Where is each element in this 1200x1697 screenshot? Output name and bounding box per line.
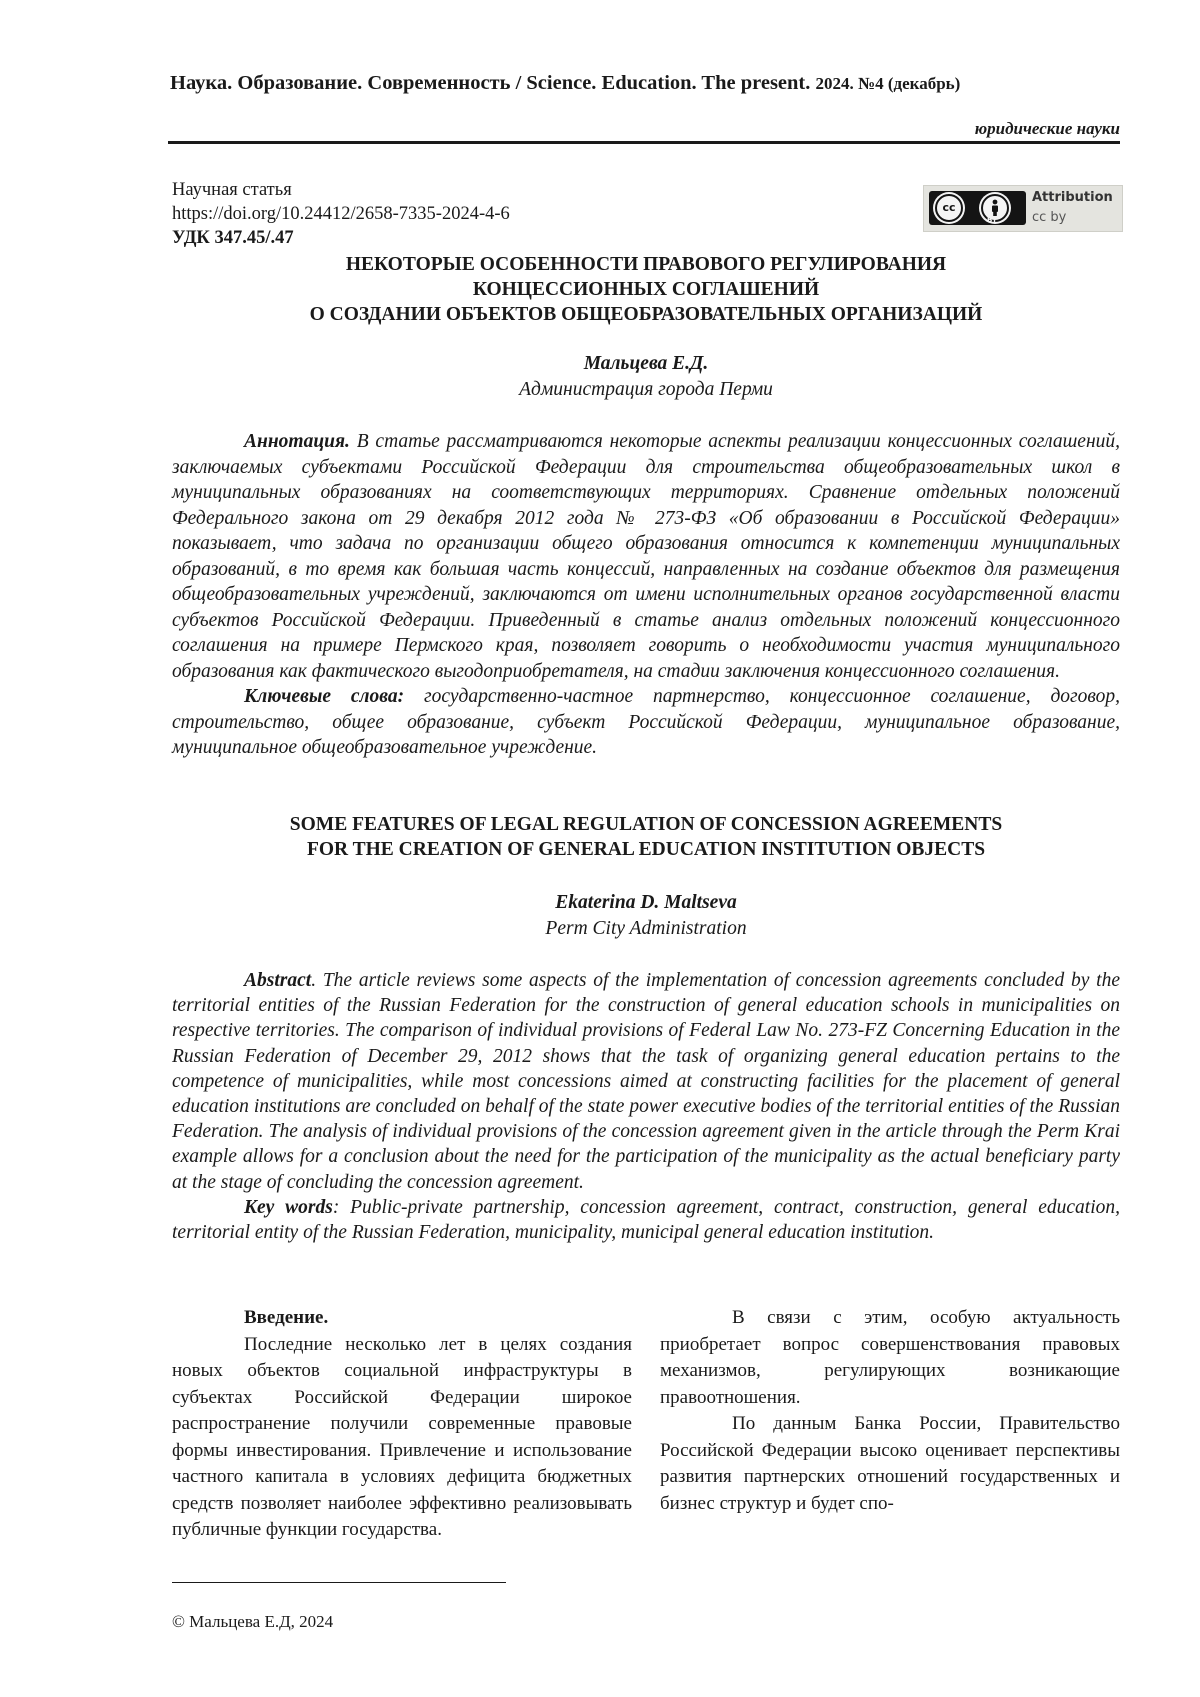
en-author-name: Ekaterina D. Maltseva bbox=[555, 892, 737, 913]
ru-title-line: КОНЦЕССИОННЫХ СОГЛАШЕНИЙ bbox=[472, 279, 820, 300]
ru-abstract-text: В статье рассматриваются некоторые аспекты реализации концессионных соглашений, заключаемых субъектами Российской Федерации для строительства общеобразовательных школ в муниципальных образованиях на соответствующих территориях. Сравнение отдельных положений Федерального закона от 29 декабря 2012 года № 273-ФЗ «Об образовании в Российской Федерации» показывает, что задача по организации общего образования относится к компетенции муниципальных образований, в то время как большая часть концессий, направленных на создание объектов для размещения общеобразовательных учреждений, заключаются от имени исполнительных органов государственной власти субъектов Российской Федерации. Приведенный в статье анализ отдельных положений концессионного соглашения на примере Пермского края, позволяет говорить о необходимости участия муниципального образования как фактического выгодоприобретателя, на стадии заключения концессионного соглашения. bbox=[172, 431, 1120, 682]
ru-title bbox=[170, 252, 1122, 327]
ru-affiliation: Администрация города Перми bbox=[519, 379, 773, 400]
article-type: Научная статья bbox=[172, 180, 292, 200]
ru-abstract-label: Аннотация. bbox=[244, 431, 350, 452]
body-paragraph: По данным Банка России, Правительство Российской Федерации высоко оценивает перспективы развития партнерских отношений государственных и бизнес структур и будет спо- bbox=[660, 1413, 1120, 1514]
body-column-right bbox=[660, 1305, 1120, 1517]
license-sub: cc by bbox=[1032, 210, 1067, 225]
ru-keywords-label: Ключевые слова: bbox=[244, 686, 405, 707]
license-badge[interactable] bbox=[923, 185, 1123, 232]
en-abstract-text: . The article reviews some aspects of the implementation of concession agreements concluded by the territorial entities of the Russian Federation for the construction of general education schools in municipalities on respective territories. The comparison of individual provisions of Federal Law No. 273-FZ Concerning Education in the Russian Federation of December 29, 2012 shows that the task of organizing general education pertains to the competence of municipalities, while most concessions aimed at constructing facilities for the placement of general education institutions are concluded on behalf of the state power executive bodies of the territorial entities of the Russian Federation. The analysis of individual provisions of the concession agreement given in the article through the Perm Krai example allows for a conclusion about the need for the participation of the municipality as the actual beneficiary party at the stage of concluding the concession agreement. bbox=[172, 970, 1120, 1193]
ru-keywords-text: государственно-частное партнерство, концессионное соглашение, договор, строительство, общее образование, субъект Российской Федерации, муниципальное образование, муниципальное общеобразовательное учреждение. bbox=[172, 686, 1120, 758]
en-title bbox=[170, 812, 1122, 862]
en-affiliation: Perm City Administration bbox=[545, 918, 747, 939]
intro-heading: Введение. bbox=[244, 1307, 329, 1328]
ru-title-line: НЕКОТОРЫЕ ОСОБЕННОСТИ ПРАВОВОГО РЕГУЛИРОВАНИЯ bbox=[345, 254, 947, 275]
ru-abstract-block bbox=[172, 429, 1120, 761]
by-label: BY bbox=[987, 216, 998, 224]
ru-abstract bbox=[172, 429, 1120, 684]
body-paragraph: В связи с этим, особую актуальность приобретает вопрос совершенствования правовых механизмов, регулирующих возникающие правоотношения. bbox=[660, 1307, 1120, 1408]
body-column-left bbox=[172, 1305, 632, 1544]
journal-header bbox=[170, 72, 1120, 95]
creative-commons-by-icon bbox=[929, 191, 1026, 225]
en-abstract-block bbox=[172, 968, 1120, 1245]
article-meta bbox=[172, 178, 510, 250]
en-title-line: SOME FEATURES OF LEGAL REGULATION OF CONCESSION AGREEMENTS bbox=[289, 814, 1003, 835]
copyright: © Мальцева Е.Д, 2024 bbox=[172, 1612, 334, 1631]
section-label: юридические науки bbox=[974, 119, 1120, 138]
ru-keywords bbox=[172, 684, 1120, 761]
journal-title: Наука. Образование. Современность / Science. Education. The present. bbox=[170, 72, 811, 94]
udk-code: УДК 347.45/.47 bbox=[172, 228, 294, 248]
journal-issue: 2024. №4 (декабрь) bbox=[815, 74, 961, 93]
header-rule bbox=[168, 141, 1120, 144]
body-paragraph: Последние несколько лет в целях создания новых объектов социальной инфраструктуры в субъектах Российской Федерации широкое распространение получили современные правовые формы инвестирования. Привлечение и использование частного капитала в условиях дефицита бюджетных средств позволяет наиболее эффективно реализовывать публичные функции государства. bbox=[172, 1333, 632, 1540]
cc-circle-icon: cc bbox=[935, 194, 963, 222]
ru-title-line: О СОЗДАНИИ ОБЪЕКТОВ ОБЩЕОБРАЗОВАТЕЛЬНЫХ ОРГАНИЗАЦИЙ bbox=[309, 304, 983, 325]
footnote-rule bbox=[172, 1582, 506, 1583]
en-abstract bbox=[172, 968, 1120, 1195]
en-abstract-label: Abstract bbox=[244, 970, 312, 991]
doi-link[interactable]: https://doi.org/10.24412/2658-7335-2024-4-6 bbox=[172, 204, 510, 224]
en-keywords bbox=[172, 1195, 1120, 1245]
en-author-block bbox=[170, 890, 1122, 942]
ru-author-name: Мальцева Е.Д. bbox=[583, 353, 709, 374]
en-keywords-text: : Public-private partnership, concession agreement, contract, construction, general education, territorial entity of the Russian Federation, municipality, municipal general education institution. bbox=[172, 1196, 1120, 1244]
en-title-line: FOR THE CREATION OF GENERAL EDUCATION INSTITUTION OBJECTS bbox=[306, 839, 986, 860]
license-label: Attribution bbox=[1032, 190, 1113, 205]
en-keywords-label: Key words bbox=[244, 1196, 333, 1218]
ru-author-block bbox=[170, 351, 1122, 403]
